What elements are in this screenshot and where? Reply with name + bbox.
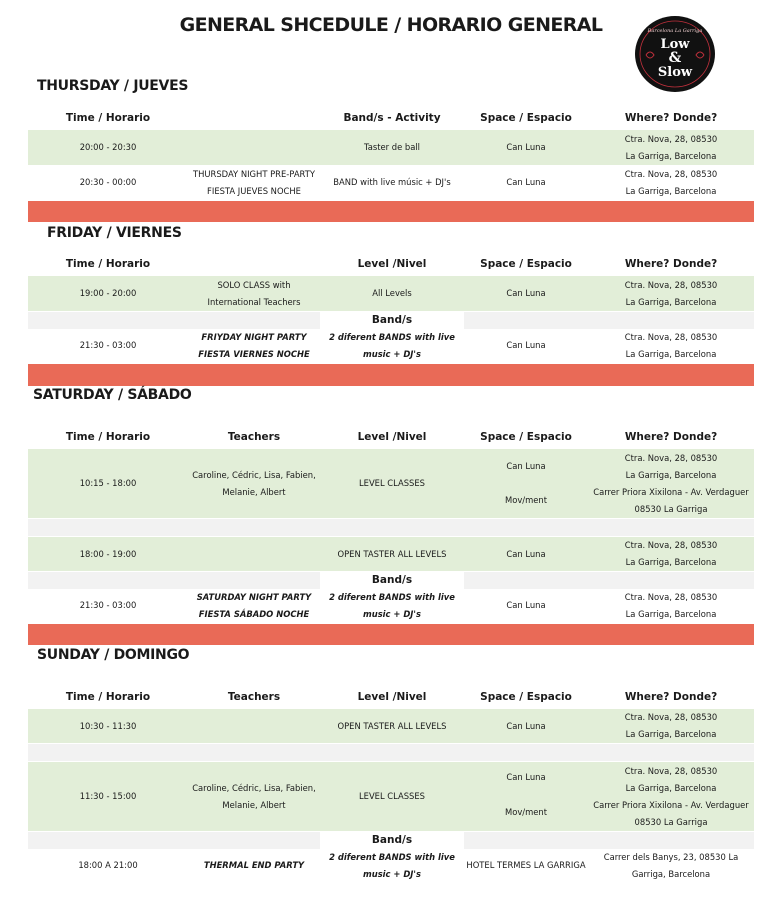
fri-header-where: Where? Donde? [624, 258, 718, 270]
sat-row1-time: 10:15 - 18:00 [79, 478, 137, 488]
sunday-day-title: SUNDAY / DOMINGO [37, 647, 190, 663]
fri-row2-where [588, 328, 754, 363]
logo-word-low: Low [660, 37, 690, 52]
sat-row1-where [588, 449, 754, 518]
sun-row2-time: 11:30 - 15:00 [79, 791, 137, 801]
sun-header-where: Where? Donde? [624, 691, 718, 703]
sat-row3-event [188, 588, 320, 623]
sun-row3-event: THERMAL END PARTY [203, 860, 305, 870]
address-line: Ctra. Nova, 28, 08530 [624, 591, 718, 602]
address-line: La Garriga, Barcelona [625, 348, 717, 359]
address-line: Carrer Priora Xixilona - Av. Verdaguer [593, 799, 749, 810]
thu-row1-activity: Taster de ball [364, 142, 420, 152]
address-line: Ctra. Nova, 28, 08530 [624, 765, 718, 776]
sat-row3-space: Can Luna [506, 600, 546, 610]
sun-row3-time: 18:00 A 21:00 [78, 860, 138, 870]
address-line: 08530 La Garriga [634, 816, 708, 827]
bands-line: 2 diferent BANDS with live [329, 851, 455, 862]
sat-header-level: Level /Nivel [357, 431, 427, 443]
logo-ampersand: & [668, 50, 682, 66]
address-line: Ctra. Nova, 28, 08530 [624, 452, 718, 463]
thu-row2-time: 20:30 - 00:00 [79, 177, 137, 187]
bands-line: 2 diferent BANDS with live [329, 331, 455, 342]
fri-row1-time: 19:00 - 20:00 [79, 288, 137, 298]
address-line: La Garriga, Barcelona [625, 469, 717, 480]
sun-row3-where [588, 848, 754, 883]
thu-row1-space: Can Luna [506, 142, 546, 152]
bands-line: 2 diferent BANDS with live [329, 591, 455, 602]
thu-row2-space: Can Luna [506, 177, 546, 187]
saturday-day-title: SATURDAY / SÁBADO [33, 387, 192, 403]
sat-header-time: Time / Horario [65, 431, 151, 443]
sat-row1-teachers [188, 449, 320, 518]
event-name: FRIYDAY NIGHT PARTY [201, 331, 307, 342]
sat-row1-space2: Mov/ment [504, 495, 548, 505]
sat-row2-space: Can Luna [506, 548, 546, 559]
address-line: Ctra. Nova, 28, 08530 [624, 168, 718, 179]
fri-header-time: Time / Horario [65, 258, 151, 270]
thu-header-activity: Band/s - Activity [343, 112, 441, 124]
address-line: Ctra. Nova, 28, 08530 [624, 279, 718, 290]
address-line: La Garriga, Barcelona [625, 557, 717, 567]
address-line: La Garriga, Barcelona [625, 608, 717, 619]
fri-header-level: Level /Nivel [357, 258, 427, 270]
thu-header-where: Where? Donde? [624, 112, 718, 124]
event-name: International Teachers [207, 296, 301, 307]
sat-row3-where [588, 588, 754, 623]
bands-line: music + DJ's [363, 608, 421, 619]
sat-row1-space1: Can Luna [506, 461, 546, 471]
section-divider [28, 624, 754, 645]
sat-row2-level: OPEN TASTER ALL LEVELS [337, 548, 447, 559]
low-and-slow-logo [634, 15, 716, 93]
teachers-line: Melanie, Albert [222, 486, 286, 497]
address-line: La Garriga, Barcelona [625, 782, 717, 793]
sat-header-teachers: Teachers [227, 431, 281, 443]
fri-row1-where [588, 276, 754, 311]
thu-header-space: Space / Espacio [480, 112, 572, 124]
fri-row1-event [188, 276, 320, 311]
section-divider [28, 201, 754, 222]
bands-line: music + DJ's [363, 348, 421, 359]
page-title: GENERAL SHCEDULE / HORARIO GENERAL [179, 14, 603, 36]
fri-header-space: Space / Espacio [480, 258, 572, 270]
address-line: Ctra. Nova, 28, 08530 [624, 133, 718, 144]
bands-line: music + DJ's [363, 868, 421, 879]
sun-row1-time: 10:30 - 11:30 [79, 720, 137, 731]
address-line: Ctra. Nova, 28, 08530 [624, 712, 718, 722]
sat-header-space: Space / Espacio [480, 431, 572, 443]
sun-row3-space: HOTEL TERMES LA GARRIGA [466, 860, 586, 870]
thu-header-time: Time / Horario [65, 112, 151, 124]
sat-bands-header: Band/s [320, 571, 464, 589]
sun-row2-teachers [188, 762, 320, 831]
address-line: La Garriga, Barcelona [625, 296, 717, 307]
logo-word-slow: Slow [657, 65, 693, 80]
address-line: Carrer Priora Xixilona - Av. Verdaguer [593, 486, 749, 497]
sun-bands-header: Band/s [320, 831, 464, 849]
sat-row2-time: 18:00 - 19:00 [79, 548, 137, 559]
event-name: FIESTA VIERNES NOCHE [198, 348, 310, 359]
event-name: SOLO CLASS with [217, 279, 291, 290]
event-name: THURSDAY NIGHT PRE-PARTY [192, 168, 315, 179]
sun-row1-level: OPEN TASTER ALL LEVELS [337, 720, 447, 731]
sun-header-teachers: Teachers [227, 691, 281, 703]
sat-row3-bands [320, 588, 464, 623]
thursday-day-title: THURSDAY / JUEVES [37, 78, 189, 94]
sun-row2-level: LEVEL CLASSES [359, 791, 425, 801]
teachers-line: Caroline, Cédric, Lisa, Fabien, [192, 782, 316, 793]
thu-row2-activity: BAND with live músic + DJ's [333, 177, 451, 187]
sun-header-time: Time / Horario [65, 691, 151, 703]
address-line: La Garriga, Barcelona [625, 729, 717, 739]
address-line: 08530 La Garriga [634, 503, 708, 514]
thu-row1-where [588, 130, 754, 165]
spacer-row [28, 744, 754, 761]
fri-row1-level: All Levels [372, 288, 412, 298]
fri-row2-event [188, 328, 320, 363]
thu-row1-time: 20:00 - 20:30 [79, 142, 137, 152]
sat-header-where: Where? Donde? [624, 431, 718, 443]
teachers-line: Melanie, Albert [222, 799, 286, 810]
fri-row2-time: 21:30 - 03:00 [79, 340, 137, 350]
address-line: La Garriga, Barcelona [625, 185, 717, 196]
thu-row2-where [588, 165, 754, 200]
section-divider [28, 364, 754, 386]
logo-top-text: Barcelona La Garriga [647, 28, 703, 34]
teachers-line: Caroline, Cédric, Lisa, Fabien, [192, 469, 316, 480]
fri-row2-bands [320, 328, 464, 363]
event-name: FIESTA JUEVES NOCHE [207, 185, 301, 196]
sun-header-level: Level /Nivel [357, 691, 427, 703]
sun-row2-space1: Can Luna [506, 772, 546, 782]
sat-row3-time: 21:30 - 03:00 [79, 600, 137, 610]
event-name: FIESTA SÁBADO NOCHE [198, 608, 310, 619]
address-line: Carrer dels Banys, 23, 08530 La [603, 851, 739, 862]
sat-row2-where [588, 537, 754, 571]
sat-row1-level: LEVEL CLASSES [359, 478, 425, 488]
address-line: Garriga, Barcelona [631, 868, 711, 879]
friday-day-title: FRIDAY / VIERNES [47, 225, 182, 241]
fri-row1-space: Can Luna [506, 288, 546, 298]
address-line: La Garriga, Barcelona [625, 150, 717, 161]
address-line: Ctra. Nova, 28, 08530 [624, 540, 718, 550]
sun-row1-where [588, 709, 754, 743]
sun-header-space: Space / Espacio [480, 691, 572, 703]
sun-row2-space2: Mov/ment [504, 807, 548, 817]
thu-row2-event [188, 165, 320, 200]
event-name: SATURDAY NIGHT PARTY [196, 591, 312, 602]
spacer-row [28, 519, 754, 536]
sun-row3-bands [320, 848, 464, 883]
address-line: Ctra. Nova, 28, 08530 [624, 331, 718, 342]
sun-row2-where [588, 762, 754, 831]
sun-row1-space: Can Luna [506, 720, 546, 731]
fri-bands-header: Band/s [320, 311, 464, 329]
fri-row2-space: Can Luna [506, 340, 546, 350]
